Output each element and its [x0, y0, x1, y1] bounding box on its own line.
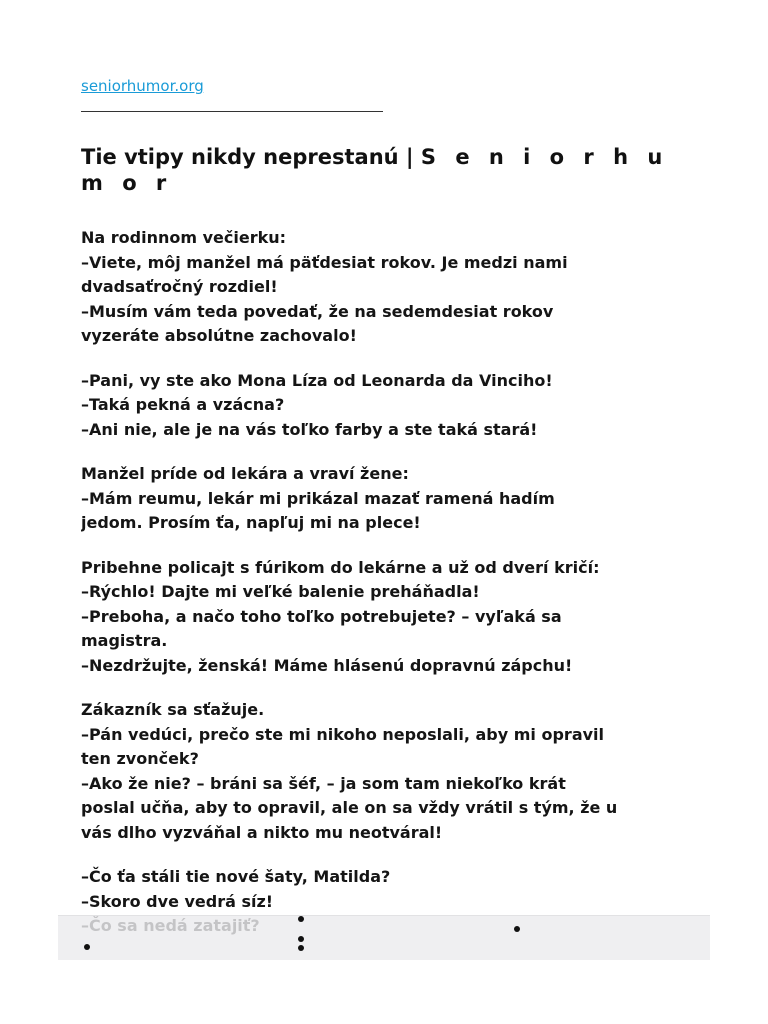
joke-paragraph — [81, 369, 696, 443]
joke-line: –Viete, môj manžel má päťdesiat rokov. Je medzi nami — [81, 252, 568, 272]
article-title-main: Tie vtipy nikdy neprestanú | — [81, 145, 421, 169]
joke-paragraph — [81, 698, 696, 845]
article-title-brand: S e n i o r h u m o r — [81, 145, 669, 195]
site-link[interactable]: seniorhumor.org — [81, 77, 204, 95]
joke-line: –Čo ťa stáli tie nové šaty, Matilda? — [81, 867, 391, 886]
joke-line: Na rodinnom večierku: — [81, 228, 287, 247]
joke-line: Pribehne policajt s fúrikom do lekárne a už od dverí kričí: — [81, 557, 600, 577]
joke-line: Zákazník sa sťažuje. — [81, 700, 265, 719]
joke-line: vyzeráte absolútne zachovalo! — [81, 326, 357, 345]
menu-dot-icon[interactable] — [84, 944, 90, 950]
joke-line: –Rýchlo! Dajte mi veľké balenie preháňadla! — [81, 582, 480, 601]
joke-line: vás dlho vyzváňal a nikto mu neotváral! — [81, 822, 443, 842]
joke-line: –Nezdržujte, ženská! Máme hlásenú dopravnú zápchu! — [81, 655, 573, 675]
joke-line: –Mám reumu, lekár mi prikázal mazať ramená hadím — [81, 488, 555, 508]
bottom-toolbar — [58, 915, 710, 960]
more-vertical-icon-middle[interactable] — [298, 936, 304, 942]
header-divider — [81, 111, 383, 112]
joke-line: poslal učňa, aby to opravil, ale on sa vždy vrátil s tým, že u — [81, 798, 618, 817]
joke-line: magistra. — [81, 631, 168, 650]
joke-paragraph — [81, 462, 696, 536]
joke-line: ten zvonček? — [81, 749, 199, 768]
joke-line: –Ani nie, ale je na vás toľko farby a ste taká stará! — [81, 419, 538, 439]
joke-line: Manžel príde od lekára a vraví žene: — [81, 464, 409, 483]
joke-paragraph — [81, 556, 696, 679]
joke-line: –Ako že nie? – bráni sa šéf, – ja som tam niekoľko krát — [81, 773, 566, 793]
dot-icon[interactable] — [514, 926, 520, 932]
joke-line: –Musím vám teda povedať, že na sedemdesiat rokov — [81, 301, 554, 321]
joke-paragraph — [81, 226, 696, 349]
joke-line: –Pán vedúci, prečo ste mi nikoho neposlali, aby mi opravil — [81, 724, 605, 744]
joke-line: –Preboha, a načo toho toľko potrebujete? – vyľaká sa — [81, 606, 562, 626]
more-vertical-icon-bottom[interactable] — [298, 945, 304, 951]
joke-line: –Skoro dve vedrá síz! — [81, 891, 274, 911]
article-title — [81, 144, 691, 196]
article-body — [81, 226, 696, 960]
joke-line: dvadsaťročný rozdiel! — [81, 277, 278, 296]
joke-line: –Pani, vy ste ako Mona Líza od Leonarda da Vinciho! — [81, 370, 553, 390]
joke-line: jedom. Prosím ťa, napľuj mi na plece! — [81, 513, 421, 532]
more-vertical-icon-top[interactable] — [298, 916, 304, 922]
joke-line: –Taká pekná a vzácna? — [81, 395, 285, 414]
